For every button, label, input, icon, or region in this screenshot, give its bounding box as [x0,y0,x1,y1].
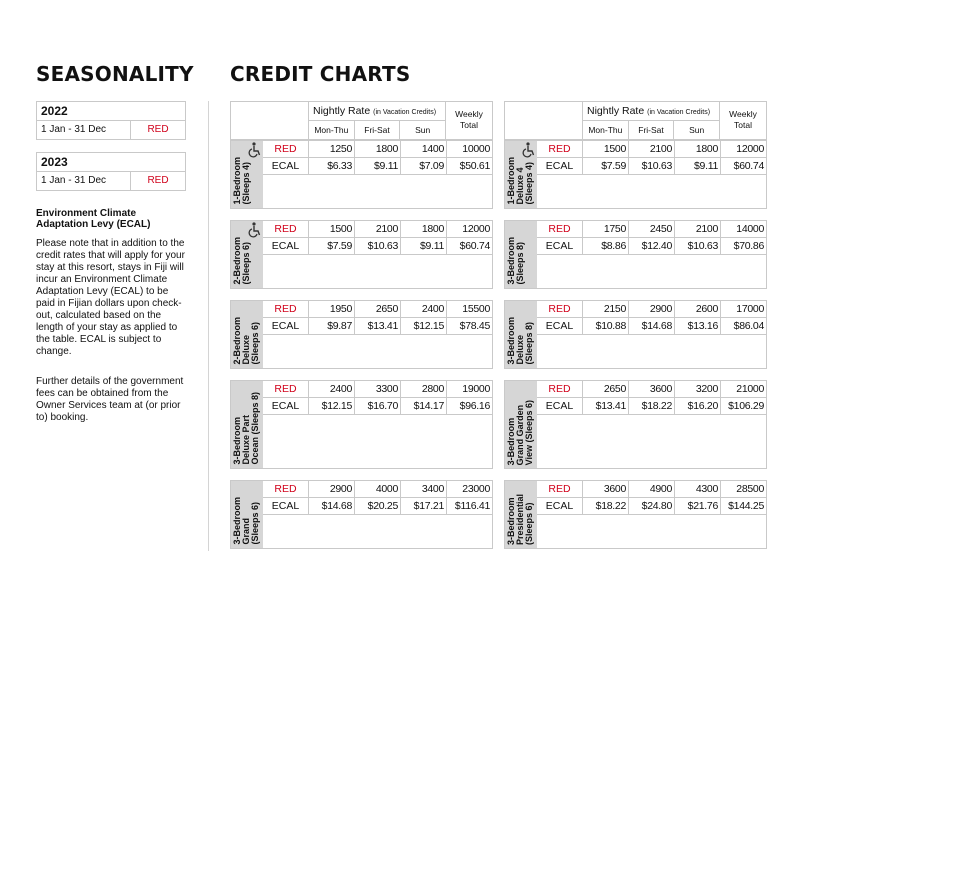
rate-value: 3300 [355,381,401,397]
season-table-2023 [36,152,186,191]
credit-charts-title: CREDIT CHARTS [230,62,411,86]
room-label [505,481,537,548]
row-label: RED [537,141,583,157]
rate-value: 2100 [675,221,721,237]
rate-value: 2800 [401,381,447,397]
rate-value: 3600 [583,481,629,497]
day-headers [308,121,446,140]
ecal-rate-row [263,498,492,515]
row-label: ECAL [537,158,583,174]
rate-value: 2650 [583,381,629,397]
ecal-rate-row [263,238,492,255]
rate-value: $14.17 [401,398,447,414]
rate-value: 1500 [309,221,355,237]
rate-value: 3600 [629,381,675,397]
room-block [230,220,493,289]
red-rate-row [263,301,492,318]
row-label: RED [263,221,309,237]
weekly-total-value: $106.29 [728,400,764,412]
room-name: 3-Bedroom Grand Garden View (Sleeps 6) [506,399,534,465]
rate-value: $12.40 [629,238,675,254]
room-name: 3-Bedroom Deluxe (Sleeps 8) [506,317,534,365]
rate-value: $13.41 [583,398,629,414]
row-label: ECAL [537,398,583,414]
wheelchair-accessible-icon [247,222,262,238]
room-label [505,381,537,468]
season-year: 2023 [37,153,185,172]
rate-value: $13.41 [355,318,401,334]
row-label: RED [263,141,309,157]
nightly-rate-note: (in Vacation Credits) [373,109,437,116]
weekly-total-value: 14000 [736,223,764,235]
red-rate-row [537,221,766,238]
column-divider [208,101,209,551]
season-row [37,172,185,190]
rate-value: 1250 [309,141,355,157]
red-rate-row [263,481,492,498]
weekly-total-value: 15500 [462,303,490,315]
room-name: 1-Bedroom Deluxe 4 (Sleeps 4) [506,157,534,205]
red-rate-row [263,381,492,398]
rate-value: $16.20 [675,398,721,414]
row-label: ECAL [537,318,583,334]
ecal-rate-row [537,238,766,255]
weekly-total-value: 21000 [736,383,764,395]
room-name: 3-Bedroom Grand (Sleeps 6) [232,497,260,545]
ecal-paragraph: Please note that in addition to the credit rates that will apply for your stay at this resort, stays in Fiji will incur an Environment Climate Adaptation Levy (ECAL) to be paid in Fijian dollars upon check-out, calculated based on the length of your stay as applied to the table. ECAL is subject to change. [36,238,185,357]
ecal-rate-row [537,318,766,335]
row-label: ECAL [537,498,583,514]
season-table-2022 [36,101,186,140]
row-label: ECAL [263,318,309,334]
rate-value: 1750 [583,221,629,237]
rate-value: 2150 [583,301,629,317]
row-label: RED [263,481,309,497]
rate-value: $16.70 [355,398,401,414]
row-label: RED [537,221,583,237]
rate-value: $10.63 [355,238,401,254]
room-label [231,381,263,468]
rate-value: $9.11 [401,238,447,254]
room-name: 3-Bedroom (Sleeps 8) [506,237,525,285]
rate-value: $7.59 [309,238,355,254]
rate-value: 1800 [401,221,447,237]
room-block [230,300,493,369]
nightly-rate-note: (in Vacation Credits) [647,109,711,116]
room-block [230,140,493,209]
red-rate-row [263,221,492,238]
rate-value: $9.11 [355,158,401,174]
weekly-total-header: Weekly Total [720,101,767,140]
rate-value: $17.21 [401,498,447,514]
rate-value: $6.33 [309,158,355,174]
nightly-rate-label: Nightly Rate [587,105,645,117]
rate-value: 1400 [401,141,447,157]
room-name: 2-Bedroom Deluxe (Sleeps 6) [232,317,260,365]
rate-value: 1950 [309,301,355,317]
rate-value: 3200 [675,381,721,397]
rate-value: 4900 [629,481,675,497]
rate-value: 2100 [629,141,675,157]
rate-value: $12.15 [401,318,447,334]
room-label [505,301,537,368]
rate-value: $9.87 [309,318,355,334]
row-label: ECAL [537,238,583,254]
room-label [231,481,263,548]
rate-value: 2900 [309,481,355,497]
row-label: ECAL [263,238,309,254]
weekly-total-value: 28500 [736,483,764,495]
room-name: 1-Bedroom (Sleeps 4) [232,157,251,205]
red-rate-row [537,381,766,398]
row-label: ECAL [263,498,309,514]
rate-value: 1800 [355,141,401,157]
room-name: 2-Bedroom (Sleeps 6) [232,237,251,285]
weekly-total-value: 17000 [736,303,764,315]
row-label: RED [537,481,583,497]
room-block [504,300,767,369]
nightly-rate-label: Nightly Rate [313,105,371,117]
wheelchair-accessible-icon [247,142,262,158]
day-header: Fri-Sat [355,121,401,139]
red-rate-row [537,481,766,498]
room-label [231,301,263,368]
room-label [231,221,263,288]
rate-value: $21.76 [675,498,721,514]
ecal-rate-row [263,318,492,335]
nightly-rate-header [582,101,720,121]
room-name: 3-Bedroom Presidential (Sleeps 6) [506,493,534,545]
rate-value: $18.22 [629,398,675,414]
rate-value: $12.15 [309,398,355,414]
rate-value: $8.86 [583,238,629,254]
weekly-total-value: $60.74 [459,240,490,252]
row-label: ECAL [263,398,309,414]
header-blank-cell [230,101,308,140]
rate-value: $10.63 [675,238,721,254]
red-rate-row [537,141,766,158]
seasonality-title: SEASONALITY [36,62,194,86]
rate-value: 4300 [675,481,721,497]
ecal-rate-row [263,158,492,175]
rate-value: 2450 [629,221,675,237]
row-label: RED [263,301,309,317]
season-dates: 1 Jan - 31 Dec [37,121,131,139]
weekly-total-value: 10000 [462,143,490,155]
weekly-total-value: $50.61 [459,160,490,172]
rate-value: $14.68 [629,318,675,334]
season-code: RED [147,175,169,186]
chart-header-left [230,101,493,140]
ecal-paragraph-2: Further details of the government fees can be obtained from the Owner Services team at (or prior to) booking. [36,376,184,423]
day-header: Mon-Thu [309,121,355,139]
weekly-total-value: 12000 [736,143,764,155]
rate-value: $18.22 [583,498,629,514]
weekly-total-value: $116.41 [454,500,490,512]
room-block [504,220,767,289]
rate-value: 1500 [583,141,629,157]
rate-value: 2650 [355,301,401,317]
day-header: Fri-Sat [629,121,675,139]
season-code: RED [147,124,169,135]
row-label: RED [537,301,583,317]
room-block [504,140,767,209]
weekly-total-value: $78.45 [459,320,490,332]
rate-value: $7.59 [583,158,629,174]
ecal-rate-row [263,398,492,415]
weekly-total-value: $60.74 [733,160,764,172]
rate-value: $10.88 [583,318,629,334]
row-label: ECAL [263,158,309,174]
season-dates: 1 Jan - 31 Dec [37,172,131,190]
season-year: 2022 [37,102,185,121]
weekly-total-value: $86.04 [733,320,764,332]
rate-value: 2400 [401,301,447,317]
red-rate-row [263,141,492,158]
weekly-total-value: 12000 [462,223,490,235]
weekly-total-value: $96.16 [459,400,490,412]
ecal-rate-row [537,398,766,415]
day-header: Sun [400,121,446,139]
room-label [505,221,537,288]
room-block [230,380,493,469]
room-block [504,480,767,549]
day-header: Mon-Thu [583,121,629,139]
row-label: RED [537,381,583,397]
day-header: Sun [674,121,720,139]
rate-value: 2900 [629,301,675,317]
wheelchair-accessible-icon [521,142,536,158]
season-row [37,121,185,139]
rate-value: 2600 [675,301,721,317]
room-name: 3-Bedroom Deluxe Part Ocean (Sleeps 8) [232,392,260,465]
red-rate-row [537,301,766,318]
nightly-rate-header [308,101,446,121]
ecal-rate-row [537,158,766,175]
weekly-total-value: $144.25 [728,500,764,512]
weekly-total-header: Weekly Total [446,101,493,140]
day-headers [582,121,720,140]
chart-header-right [504,101,767,140]
rate-value: $7.09 [401,158,447,174]
rate-value: $10.63 [629,158,675,174]
ecal-rate-row [537,498,766,515]
room-label [505,141,537,208]
weekly-total-value: 23000 [462,483,490,495]
rate-value: $9.11 [675,158,721,174]
ecal-title: Environment Climate Adaptation Levy (ECAL) [36,208,151,230]
rate-value: 3400 [401,481,447,497]
rate-value: 4000 [355,481,401,497]
rate-value: $14.68 [309,498,355,514]
rate-value: 2400 [309,381,355,397]
weekly-total-value: 19000 [462,383,490,395]
rate-value: 1800 [675,141,721,157]
room-block [230,480,493,549]
room-block [504,380,767,469]
row-label: RED [263,381,309,397]
rate-value: $13.16 [675,318,721,334]
room-label [231,141,263,208]
rate-value: $20.25 [355,498,401,514]
rate-value: 2100 [355,221,401,237]
header-blank-cell [504,101,582,140]
weekly-total-value: $70.86 [733,240,764,252]
rate-value: $24.80 [629,498,675,514]
